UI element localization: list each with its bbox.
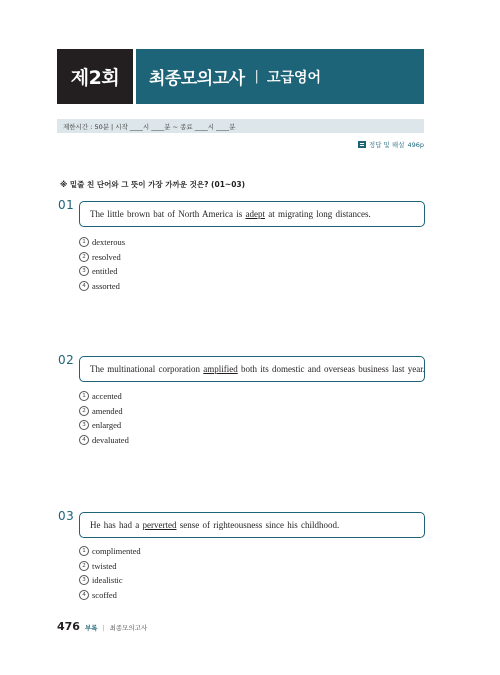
choice-item[interactable] bbox=[79, 588, 141, 603]
choice-text: idealistic bbox=[92, 575, 123, 586]
page-number: 476 bbox=[57, 620, 80, 633]
footer-separator: | bbox=[102, 625, 105, 632]
choice-item[interactable] bbox=[79, 433, 129, 448]
sentence-before: The multinational corporation bbox=[90, 364, 204, 374]
answer-book-icon bbox=[358, 141, 366, 148]
footer-chapter: 최종모의고사 bbox=[109, 624, 148, 632]
choice-marker: 4 bbox=[79, 281, 89, 291]
question-sentence-box bbox=[79, 356, 425, 382]
instruction-text: ※ 밑줄 친 단어와 그 뜻이 가장 가까운 것은? (01~03) bbox=[60, 180, 246, 189]
choice-marker: 3 bbox=[79, 575, 89, 585]
choice-text: amended bbox=[92, 405, 123, 416]
underlined-word: adept bbox=[245, 209, 265, 219]
underlined-word: amplified bbox=[203, 364, 238, 374]
choice-text: enlarged bbox=[92, 420, 122, 431]
choice-item[interactable] bbox=[79, 264, 125, 279]
footer-section: 부록 bbox=[84, 624, 98, 632]
choice-item[interactable] bbox=[79, 235, 125, 250]
choice-list bbox=[79, 235, 125, 293]
choice-text: resolved bbox=[92, 251, 121, 262]
choice-marker: 2 bbox=[79, 561, 89, 571]
sentence-after: both its domestic and overseas business last year. bbox=[237, 364, 425, 374]
sentence-before: The little brown bat of North America is bbox=[90, 209, 246, 219]
answer-reference bbox=[358, 140, 424, 149]
choice-item[interactable] bbox=[79, 250, 125, 265]
question-number: 03 bbox=[58, 509, 75, 523]
choice-item[interactable] bbox=[79, 544, 141, 559]
question-sentence-box bbox=[79, 512, 425, 538]
choice-marker: 2 bbox=[79, 252, 89, 262]
choice-list bbox=[79, 389, 129, 447]
choice-item[interactable] bbox=[79, 404, 129, 419]
question-sentence-box bbox=[79, 201, 425, 227]
sentence-before: He has had a bbox=[90, 520, 143, 530]
choice-item[interactable] bbox=[79, 573, 141, 588]
choice-item[interactable] bbox=[79, 559, 141, 574]
choice-item[interactable] bbox=[79, 418, 129, 433]
choice-list bbox=[79, 544, 141, 602]
choice-text: assorted bbox=[92, 280, 120, 291]
sentence-after: at migrating long distances. bbox=[264, 209, 371, 219]
choice-text: accented bbox=[92, 391, 122, 402]
choice-text: dexterous bbox=[92, 237, 126, 248]
choice-text: complimented bbox=[92, 546, 141, 557]
choice-marker: 1 bbox=[79, 546, 89, 556]
choice-text: scoffed bbox=[92, 589, 117, 600]
choice-marker: 1 bbox=[79, 237, 89, 247]
choice-text: devaluated bbox=[92, 434, 129, 445]
choice-marker: 4 bbox=[79, 590, 89, 600]
choice-item[interactable] bbox=[79, 279, 125, 294]
choice-item[interactable] bbox=[79, 389, 129, 404]
question-number: 01 bbox=[58, 198, 75, 212]
choice-marker: 2 bbox=[79, 406, 89, 416]
choice-marker: 1 bbox=[79, 391, 89, 401]
page-footer bbox=[57, 620, 147, 633]
choice-marker: 4 bbox=[79, 435, 89, 445]
answer-ref-label: 정답 및 해설 bbox=[368, 141, 405, 149]
underlined-word: perverted bbox=[142, 520, 177, 530]
answer-ref-page: 496p bbox=[407, 140, 424, 149]
choice-marker: 3 bbox=[79, 266, 89, 276]
choice-text: twisted bbox=[92, 560, 117, 571]
round-label: 제2회 bbox=[57, 49, 133, 104]
title-banner bbox=[136, 49, 424, 104]
title-separator: | bbox=[254, 69, 259, 84]
exam-subject: 고급영어 bbox=[266, 69, 322, 86]
exam-title: 최종모의고사 bbox=[149, 69, 245, 89]
exam-header bbox=[57, 49, 424, 104]
choice-text: entitled bbox=[92, 266, 118, 277]
time-limit-bar: 제한시간 : 50분 | 시작 ____시 ____분 ~ 종료 ____시 ____분 bbox=[57, 119, 424, 133]
question-number: 02 bbox=[58, 353, 75, 367]
sentence-after: sense of righteousness since his childhood. bbox=[176, 520, 340, 530]
choice-marker: 3 bbox=[79, 420, 89, 430]
